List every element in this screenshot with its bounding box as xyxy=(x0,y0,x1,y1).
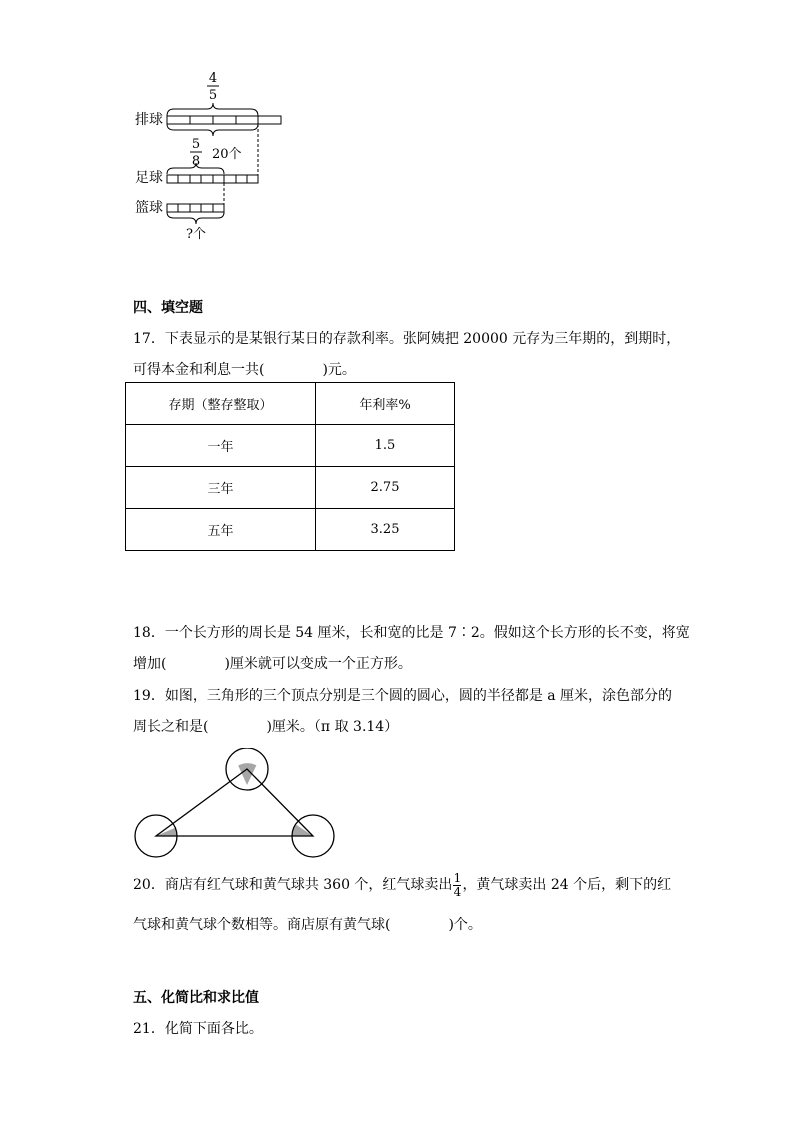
frac-mid-num: 5 xyxy=(191,137,201,152)
table-cell: 一年 xyxy=(126,425,316,467)
table-header-cell: 年利率% xyxy=(316,383,455,425)
basketball-bar xyxy=(167,204,224,212)
q20-line1 xyxy=(133,871,671,899)
section4-heading: 四、填空题 xyxy=(133,300,203,316)
q18-text-a: 增加( xyxy=(133,656,167,672)
triangle xyxy=(156,769,313,836)
basketball-label: 篮球 xyxy=(135,200,163,216)
football-label: 足球 xyxy=(135,170,163,186)
table-cell: 三年 xyxy=(126,467,316,509)
bar-diagram xyxy=(130,66,300,246)
q17-line2 xyxy=(133,359,356,379)
volleyball-brace xyxy=(167,103,258,116)
table-header-cell: 存期（整存整取） xyxy=(126,383,316,425)
q20-text-c: 气球和黄气球个数相等。商店原有黄气球( xyxy=(133,917,391,933)
q18-line2 xyxy=(133,653,412,673)
q19-line1: 19．如图，三角形的三个顶点分别是三个圆的圆心，圆的半径都是 a 厘米，涂色部分的 xyxy=(133,688,673,704)
q19-line2 xyxy=(133,716,398,736)
q20-text-a: 20．商店有红气球和黄气球共 360 个，红气球卖出 xyxy=(133,877,453,893)
q20-text-d: )个。 xyxy=(448,917,482,933)
q20-text-b: ，黄气球卖出 24 个后，剩下的红 xyxy=(462,877,672,893)
table-cell: 五年 xyxy=(126,509,316,551)
frac-top-den: 5 xyxy=(208,88,218,103)
q18-line1: 18．一个长方形的周长是 54 厘米，长和宽的比是 7∶2。假如这个长方形的长不变，将宽 xyxy=(133,625,690,641)
interest-rate-table xyxy=(125,382,455,551)
volleyball-label: 排球 xyxy=(135,112,163,128)
count-label: 20个 xyxy=(212,147,242,162)
frac-top-num: 4 xyxy=(208,71,218,86)
q17-line1: 17．下表显示的是某银行某日的存款利率。张阿姨把 20000 元存为三年期的，到期时， xyxy=(133,331,681,347)
basketball-brace xyxy=(167,212,224,224)
q20-frac-den: 4 xyxy=(453,884,462,899)
q19-text-a: 周长之和是( xyxy=(133,719,209,735)
count-brace xyxy=(167,124,258,136)
q18-text-b: )厘米就可以变成一个正方形。 xyxy=(224,656,412,672)
table-row xyxy=(126,425,455,467)
q17-text-b: )元。 xyxy=(322,362,356,378)
table-row xyxy=(126,467,455,509)
q17-text-a: 可得本金和利息一共( xyxy=(133,362,265,378)
volleyball-bar xyxy=(167,116,281,124)
q20-line2 xyxy=(133,914,482,934)
table-row xyxy=(126,509,455,551)
table-header-row xyxy=(126,383,455,425)
unknown-label: ?个 xyxy=(186,227,206,242)
section5-heading: 五、化简比和求比值 xyxy=(133,990,259,1006)
q21-line: 21．化简下面各比。 xyxy=(133,1021,263,1037)
triangle-circles-figure xyxy=(128,748,343,863)
table-cell: 1.5 xyxy=(316,425,455,467)
q20-frac-num: 1 xyxy=(453,870,462,885)
q19-text-b: )厘米。（π 取 3.14） xyxy=(266,719,399,735)
q20-fraction xyxy=(453,872,461,899)
table-cell: 3.25 xyxy=(316,509,455,551)
table-cell: 2.75 xyxy=(316,467,455,509)
frac-mid-den: 8 xyxy=(191,154,201,169)
